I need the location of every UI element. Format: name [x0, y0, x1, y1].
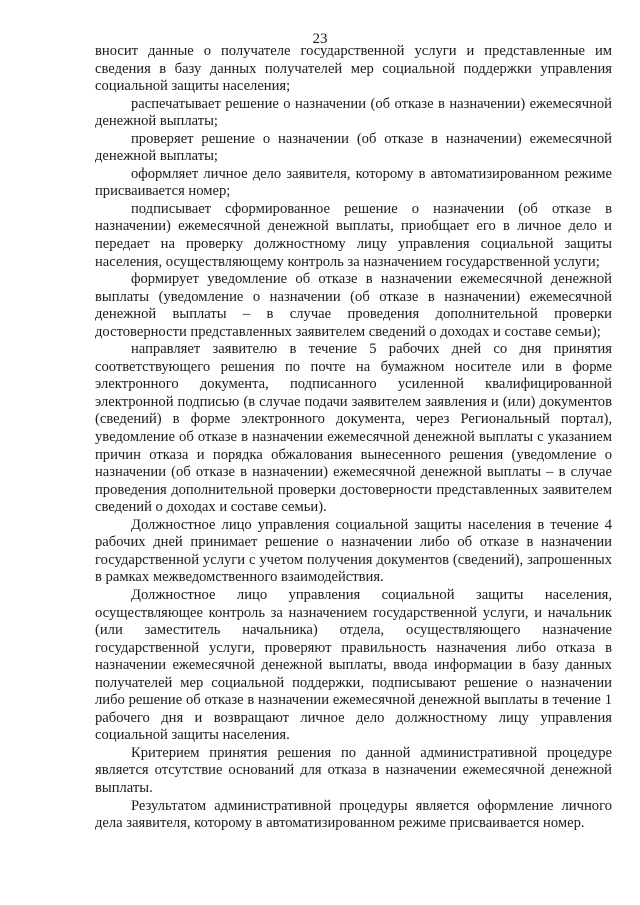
paragraph: формирует уведомление об отказе в назначении ежемесячной денежной выплаты (уведомление о назначении (об отказе в назначении) ежемесячной денежной выплаты – в случае проведения дополнительной проверки достоверности представленных заявителем сведений о доходах и составе семьи); [95, 271, 612, 340]
paragraph: Должностное лицо управления социальной защиты населения, осуществляющее контроль за назначением государственной услуги, и начальник (или заместитель начальника) отдела, осуществляющего назначение государственной услуги, проверяют правильность назначения либо отказа в назначении ежемесячной денежной выплаты, ввода информации в базу данных получателей мер социальной поддержки, подписывают решение о назначении либо решение об отказе в назначении ежемесячной денежной выплаты в течение 1 рабочего дня и возвращают личное дело должностному лицу управления социальной защиты населения. [95, 586, 612, 744]
paragraph: распечатывает решение о назначении (об отказе в назначении) ежемесячной денежной выплаты; [95, 95, 612, 130]
paragraph: Результатом административной процедуры является оформление личного дела заявителя, которому в автоматизированном режиме присваивается номер. [95, 797, 612, 832]
document-body [95, 43, 612, 833]
paragraph: Критерием принятия решения по данной административной процедуре является отсутствие оснований для отказа в назначении ежемесячной денежной выплаты. [95, 744, 612, 796]
paragraph: подписывает сформированное решение о назначении (об отказе в назначении) ежемесячной денежной выплаты, приобщает его в личное дело и передает на проверку должностному лицу управления социальной защиты населения, осуществляющему контроль за назначением государственной услуги; [95, 200, 612, 270]
paragraph: направляет заявителю в течение 5 рабочих дней со дня принятия соответствующего решения по почте на бумажном носителе или в форме электронного документа, подписанного усиленной квалифицированной электронной подписью (в случае подачи заявителем заявления и (или) документов (сведений) в форме электронного документа, через Региональный портал), уведомление об отказе в назначении ежемесячной денежной выплаты с указанием причин отказа и порядка обжалования вынесенного решения (уведомление о назначении (об отказе в назначении) ежемесячной денежной выплаты – в случае проведения дополнительной проверки достоверности представленных заявителем сведений о доходах и составе семьи). [95, 341, 612, 516]
paragraph: оформляет личное дело заявителя, которому в автоматизированном режиме присваивается номер; [95, 165, 612, 200]
paragraph: вносит данные о получателе государственной услуги и представленные им сведения в базу данных получателей мер социальной поддержки управления социальной защиты населения; [95, 43, 612, 95]
paragraph: проверяет решение о назначении (об отказе в назначении) ежемесячной денежной выплаты; [95, 130, 612, 165]
paragraph: Должностное лицо управления социальной защиты населения в течение 4 рабочих дней принимает решение о назначении либо об отказе в назначении государственной услуги с учетом получения документов (сведений), запрошенных в рамках межведомственного взаимодействия. [95, 516, 612, 586]
page-number: 23 [312, 31, 328, 47]
